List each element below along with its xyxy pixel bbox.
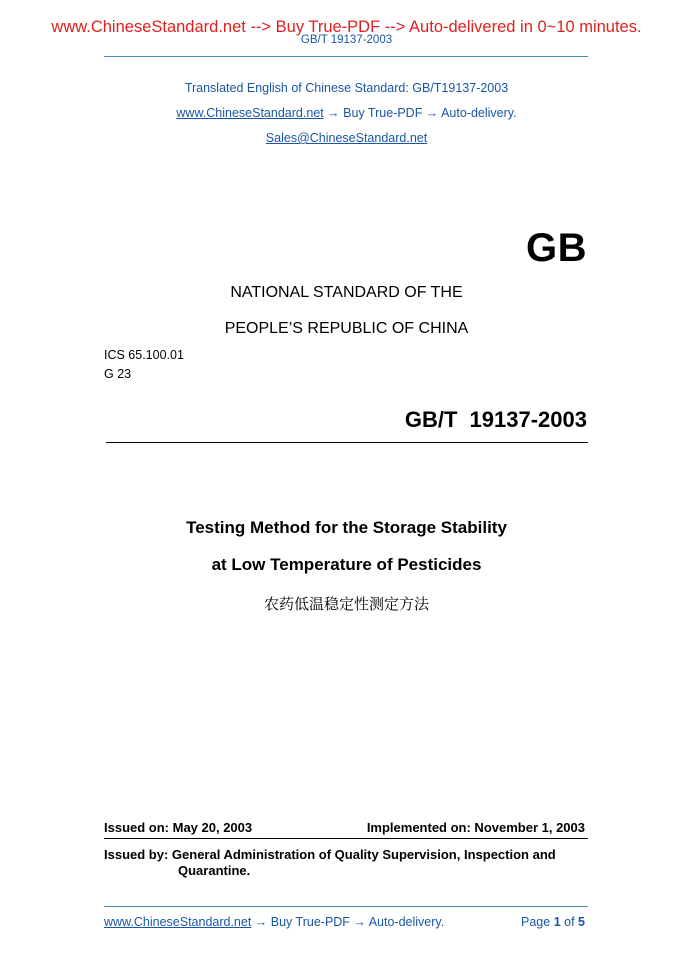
sales-email-link[interactable]: Sales@ChineseStandard.net	[265, 131, 428, 145]
national-standard-line2: PEOPLE’S REPUBLIC OF CHINA	[224, 320, 469, 337]
footer-website-link[interactable]: www.ChineseStandard.net	[104, 915, 252, 929]
gb-mark: GB	[526, 226, 587, 270]
issued-on: Issued on: May 20, 2003	[104, 820, 253, 835]
issued-by-line2: Quarantine.	[178, 863, 251, 878]
translation-note: Translated English of Chinese Standard: GB/T19137-2003	[184, 81, 509, 95]
implemented-on: Implemented on: November 1, 2003	[366, 820, 585, 835]
buy-line	[0, 106, 693, 120]
website-link[interactable]: www.ChineseStandard.net	[176, 106, 324, 120]
title-en-line2: at Low Temperature of Pesticides	[211, 555, 482, 574]
standard-number: GB/T 19137-2003	[404, 407, 587, 432]
title-zh: 农药低温稳定性测定方法	[263, 596, 429, 613]
page-total: 5	[578, 915, 585, 929]
running-header: GB/T 19137-2003	[300, 34, 393, 46]
page-current: 1	[553, 915, 561, 929]
page-label: Page	[521, 915, 551, 929]
buy-line-text: → Buy True-PDF → Auto-delivery.	[323, 106, 517, 120]
page-indicator	[521, 915, 585, 929]
footer-buy-line	[104, 915, 444, 929]
dates-rule	[104, 838, 588, 839]
page-of: of	[564, 915, 575, 929]
issued-by-line1: Issued by: General Administration of Quality Supervision, Inspection and	[104, 847, 556, 862]
standard-rule	[106, 442, 588, 443]
footer-rule	[104, 906, 588, 907]
header-rule	[104, 56, 588, 57]
title-en-line1: Testing Method for the Storage Stability	[186, 518, 507, 537]
sales-line	[0, 131, 693, 145]
promo-banner: www.ChineseStandard.net --> Buy True-PDF --> Auto-delivered in 0~10 minutes.	[51, 18, 642, 36]
footer-buy-text: → Buy True-PDF → Auto-delivery.	[251, 915, 445, 929]
ics-code: ICS 65.100.01	[104, 348, 184, 362]
g-code: G 23	[104, 367, 132, 381]
national-standard-line1: NATIONAL STANDARD OF THE	[230, 284, 463, 301]
